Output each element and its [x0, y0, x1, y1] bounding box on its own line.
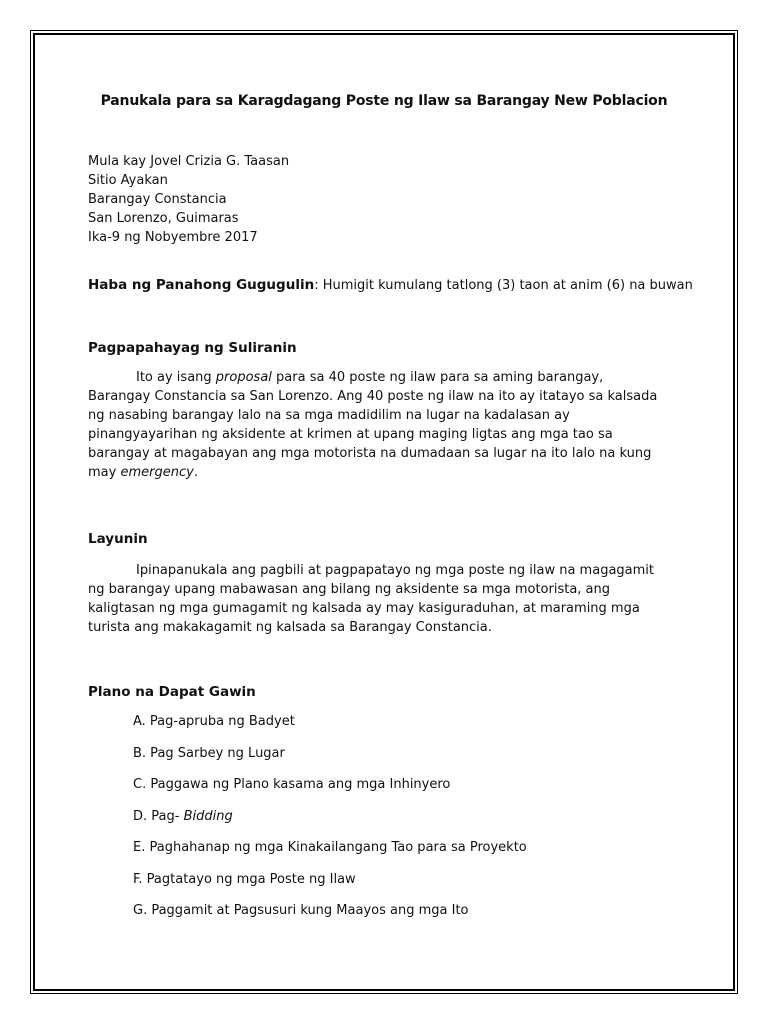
- sender-town: San Lorenzo, Guimaras: [88, 211, 239, 226]
- problem-line: barangay at magabayan ang mga motorista na dumadaan sa lugar na ito lalo na kung: [88, 446, 652, 461]
- objective-line: turista ang makakagamit ng kalsada sa Barangay Constancia.: [88, 620, 492, 635]
- plan-item: G. Paggamit at Pagsusuri kung Maayos ang mga Ito: [133, 903, 469, 918]
- sender-block: [88, 152, 289, 247]
- problem-line: pinangyayarihan ng aksidente at krimen at upang maging ligtas ang mga tao sa: [88, 427, 613, 442]
- problem-line: ng nasabing barangay lalo na sa mga madidilim na lugar na kadalasan ay: [88, 408, 570, 423]
- duration-value: : Humigit kumulang tatlong (3) taon at anim (6) na buwan: [314, 278, 693, 293]
- objective-heading: Layunin: [88, 531, 148, 547]
- sender-name: Mula kay Jovel Crizia G. Taasan: [88, 154, 290, 169]
- duration-line: [88, 277, 693, 293]
- plan-heading: Plano na Dapat Gawin: [88, 684, 256, 700]
- problem-line: may emergency.: [88, 465, 198, 480]
- plan-item: C. Paggawa ng Plano kasama ang mga Inhinyero: [133, 777, 451, 792]
- problem-heading: Pagpapahayag ng Suliranin: [88, 340, 297, 356]
- objective-line: kaligtasan ng mga gumagamit ng kalsada ay may kasiguraduhan, at maraming mga: [88, 601, 640, 616]
- problem-paragraph: [88, 368, 688, 482]
- duration-label: Haba ng Panahong Gugugulin: [88, 277, 315, 293]
- document-date: Ika-9 ng Nobyembre 2017: [88, 230, 258, 245]
- document-title: Panukala para sa Karagdagang Poste ng Ilaw sa Barangay New Poblacion: [100, 93, 668, 109]
- problem-line: Ito ay isang proposal para sa 40 poste ng ilaw para sa aming barangay,: [136, 370, 604, 385]
- sender-barangay: Barangay Constancia: [88, 192, 227, 207]
- plan-item: B. Pag Sarbey ng Lugar: [133, 745, 285, 761]
- objective-paragraph: [88, 561, 688, 637]
- plan-item: A. Pag-apruba ng Badyet: [133, 714, 295, 729]
- objective-line: ng barangay upang mabawasan ang bilang ng aksidente sa mga motorista, ang: [88, 582, 611, 597]
- sender-sitio: Sitio Ayakan: [88, 173, 168, 188]
- problem-line: Barangay Constancia sa San Lorenzo. Ang 40 poste ng ilaw na ito ay itatayo sa kalsada: [88, 389, 658, 404]
- plan-list: [133, 714, 527, 935]
- plan-item: E. Paghahanap ng mga Kinakailangang Tao para sa Proyekto: [133, 840, 527, 855]
- plan-item: D. Pag- Bidding: [133, 808, 233, 824]
- objective-line: Ipinapanukala ang pagbili at pagpapatayo ng mga poste ng ilaw na magagamit: [136, 563, 655, 578]
- plan-item: F. Pagtatayo ng mga Poste ng Ilaw: [133, 871, 356, 887]
